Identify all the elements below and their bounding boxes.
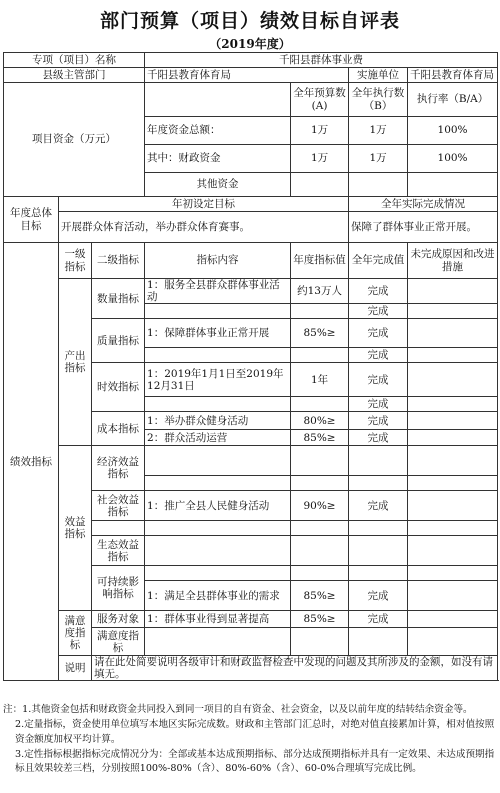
footnote-2: 2.定量指标，资金使用单位填写本地区实际完成数。财政和主管部门汇总时，对绝对值直接累加计算，相对值按照资金额度加权平均计算。 <box>15 718 495 745</box>
service-content: 1：群体事业得到显著提高 <box>145 611 291 628</box>
note-text: 请在此处简要说明各级审计和财政监督检查中发现的问题及其所涉及的金额，如没有请填无。 <box>92 656 498 681</box>
note-label: 说明 <box>59 656 92 681</box>
sustain-target: 85%≥ <box>291 581 349 611</box>
row-note <box>4 656 498 681</box>
goal-label: 年度总体目标 <box>4 197 59 243</box>
quantity-target: 约13万人 <box>291 279 349 304</box>
time-target: 1年 <box>291 363 349 397</box>
funds-label: 项目资金（万元） <box>4 83 145 197</box>
funds-fiscal-exec: 1万 <box>349 145 408 173</box>
row-goal-header <box>4 197 498 212</box>
row-goal-content <box>4 212 498 243</box>
funds-exec-header: 全年执行数（B） <box>349 83 408 117</box>
quantity-done: 完成 <box>349 279 408 304</box>
social-target: 90%≥ <box>291 491 349 521</box>
cost-indicator-label: 成本指标 <box>92 412 145 446</box>
cost-target-2: 85%≥ <box>291 430 349 446</box>
project-name-value: 千阳县群体事业费 <box>145 53 498 68</box>
footnote-3: 3.定性指标根据指标完成情况分为：全部或基本达成预期指标、部分达成预期指标并具有一定效果、未达成预期指标且效果较差三档，分别按照100%-80%（含）、80%-60%（含）、60-0%合理填写完成比例。 <box>15 748 495 775</box>
footnotes <box>3 703 497 777</box>
table-row <box>4 279 498 304</box>
social-indicator-label: 社会效益指标 <box>92 491 145 521</box>
econ-indicator-label: 经济效益指标 <box>92 446 145 491</box>
row-project-name <box>4 53 498 68</box>
perf-l1-header: 一级指标 <box>59 243 92 279</box>
social-content: 1：推广全县人民健身活动 <box>145 491 291 521</box>
benefit-indicator-label: 效益指标 <box>59 446 92 611</box>
time-content: 1：2019年1月1日至2019年12月31日 <box>145 363 291 397</box>
perf-reason-header: 未完成原因和改进措施 <box>408 243 498 279</box>
service-done: 完成 <box>349 611 408 628</box>
satisfaction-degree-label: 满意度指标 <box>92 628 145 656</box>
impl-label: 实施单位 <box>349 68 408 83</box>
eco-indicator-label: 生态效益指标 <box>92 536 145 566</box>
cost-content-1: 1：举办群众健身活动 <box>145 412 291 430</box>
goal-actual-value: 保障了群体事业正常开展。 <box>349 212 498 243</box>
cost-content-2: 2：群众活动运营 <box>145 430 291 446</box>
quantity-indicator-label: 数量指标 <box>92 279 145 319</box>
funds-total-rate: 100% <box>408 117 498 145</box>
perf-target-header: 年度指标值 <box>291 243 349 279</box>
footnote-1: 注：1.其他资金包括和财政资金共同投入到同一项目的自有资金、社会资金，以及以前年度的结转结余资金等。 <box>3 704 473 715</box>
row-perf-header <box>4 243 498 279</box>
project-name-label: 专项（项目）名称 <box>4 53 145 68</box>
quality-content: 1：保障群体事业正常开展 <box>145 319 291 348</box>
quality-target: 85%≥ <box>291 319 349 348</box>
page-subtitle: （2019年度） <box>209 37 291 51</box>
perf-l2-header: 二级指标 <box>92 243 145 279</box>
funds-total-label: 年度资金总额： <box>145 117 291 145</box>
time-done: 完成 <box>349 363 408 397</box>
social-done: 完成 <box>349 491 408 521</box>
sustain-done: 完成 <box>349 581 408 611</box>
quality-done: 完成 <box>349 319 408 348</box>
evaluation-table <box>3 52 498 681</box>
output-indicator-label: 产出指标 <box>59 279 92 446</box>
time-done-2: 完成 <box>349 397 408 412</box>
perf-content-header: 指标内容 <box>145 243 291 279</box>
quantity-content: 1：服务全县群众群体事业活动 <box>145 279 291 304</box>
quantity-done-2: 完成 <box>349 304 408 319</box>
funds-total-exec: 1万 <box>349 117 408 145</box>
goal-initial-value: 开展群众体育活动，举办群众体育赛事。 <box>59 212 349 243</box>
dept-value: 千阳县教育体育局 <box>145 68 349 83</box>
page-title: 部门预算（项目）绩效目标自评表 <box>99 10 400 32</box>
satisfaction-indicator-label: 满意度指标 <box>59 611 92 656</box>
goal-actual-header: 全年实际完成情况 <box>349 197 498 212</box>
table-row <box>4 611 498 628</box>
cost-done-1: 完成 <box>349 412 408 430</box>
perf-label: 绩效指标 <box>4 243 59 681</box>
service-target: 85%≥ <box>291 611 349 628</box>
table-row <box>4 446 498 476</box>
funds-total-budget: 1万 <box>291 117 349 145</box>
funds-budget-header: 全年预算数(A) <box>291 83 349 117</box>
funds-other-label: 其他资金 <box>145 173 291 197</box>
impl-value: 千阳县教育体育局 <box>408 68 498 83</box>
perf-done-header: 全年完成值 <box>349 243 408 279</box>
funds-rate-header: 执行率（B/A） <box>408 83 498 117</box>
funds-fiscal-label: 其中：财政资金 <box>145 145 291 173</box>
quality-indicator-label: 质量指标 <box>92 319 145 363</box>
cost-target-1: 80%≥ <box>291 412 349 430</box>
sustain-indicator-label: 可持续影响指标 <box>92 566 145 611</box>
quality-done-2: 完成 <box>349 348 408 363</box>
funds-fiscal-budget: 1万 <box>291 145 349 173</box>
time-indicator-label: 时效指标 <box>92 363 145 412</box>
sustain-content: 1：满足全县群体事业的需求 <box>145 581 291 611</box>
funds-fiscal-rate: 100% <box>408 145 498 173</box>
service-object-label: 服务对象 <box>92 611 145 628</box>
row-department <box>4 68 498 83</box>
row-funds-header <box>4 83 498 117</box>
goal-initial-header: 年初设定目标 <box>59 197 349 212</box>
dept-label: 县级主管部门 <box>4 68 145 83</box>
cost-done-2: 完成 <box>349 430 408 446</box>
